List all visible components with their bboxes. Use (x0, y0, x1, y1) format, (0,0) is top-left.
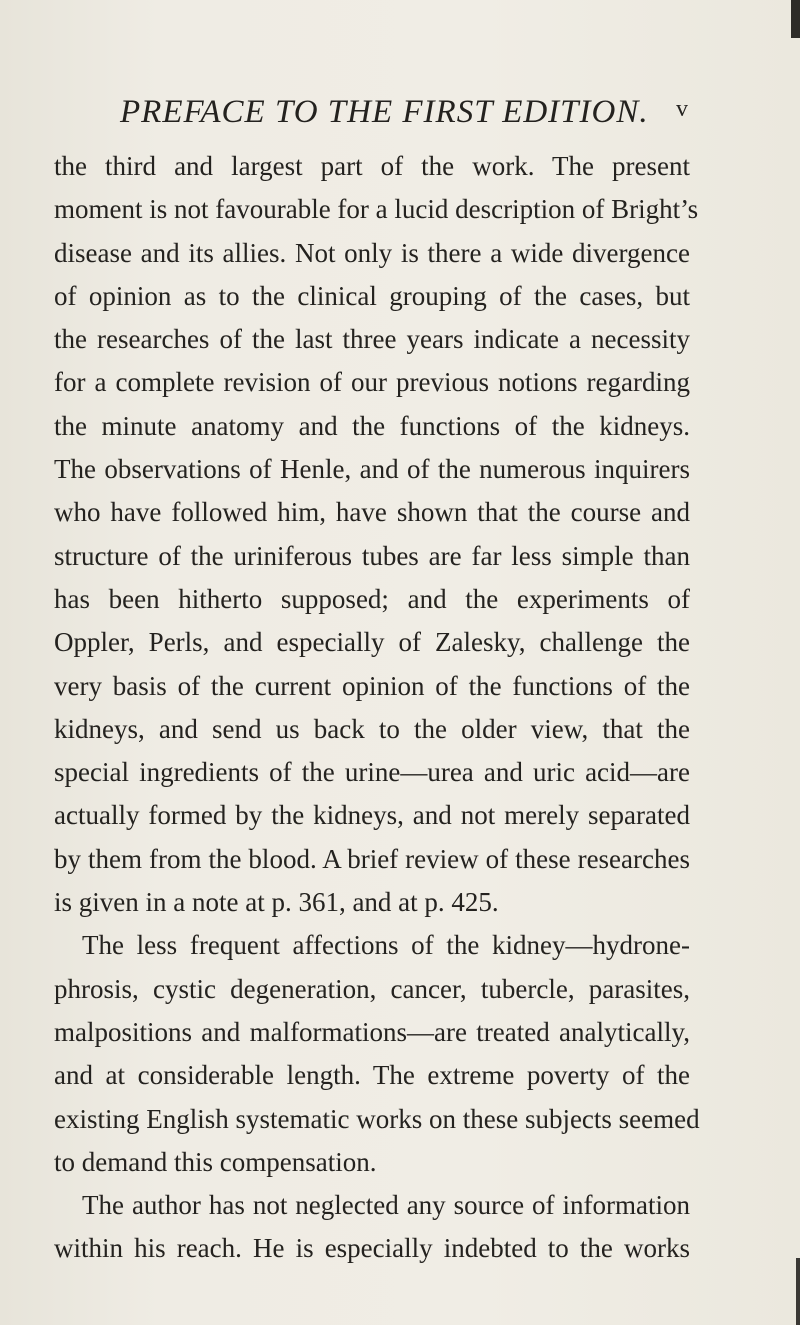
text-line: the third and largest part of the work. The present (54, 151, 690, 181)
body-text (54, 145, 700, 1271)
text-line: actually formed by the kidneys, and not merely separated (54, 800, 690, 831)
text-line: to demand this compensation. (54, 1146, 377, 1177)
text-line: The less frequent affections of the kidney—hydrone- (82, 930, 690, 961)
text-line: the minute anatomy and the functions of the kidneys. (54, 410, 690, 441)
text-line: for a complete revision of our previous notions regarding (54, 367, 690, 398)
text-line: special ingredients of the urine—urea and uric acid—are (54, 757, 690, 788)
text-line: is given in a note at p. 361, and at p. 425. (54, 887, 499, 918)
text-line: The author has not neglected any source of information (82, 1190, 690, 1221)
text-line: moment is not favourable for a lucid description of Bright’s (54, 194, 699, 225)
text-line: kidneys, and send us back to the older view, that the (54, 713, 690, 744)
text-line: The observations of Henle, and of the numerous inquirers (54, 454, 690, 485)
text-line: very basis of the current opinion of the functions of the (54, 670, 690, 701)
text-line: has been hitherto supposed; and the experiments of (54, 583, 690, 614)
text-line: structure of the uriniferous tubes are far less simple than (54, 540, 690, 571)
text-line: phrosis, cystic degeneration, cancer, tubercle, parasites, (54, 973, 690, 1004)
page-edge-shadow-bottom (796, 1258, 800, 1325)
text-line: by them from the blood. A brief review of these researches (54, 843, 690, 874)
page-number: v (676, 96, 688, 122)
text-line: Oppler, Perls, and especially of Zalesky, challenge the (54, 627, 690, 658)
text-line: disease and its allies. Not only is there a wide divergence (54, 237, 690, 268)
text-line: and at considerable length. The extreme poverty of the (54, 1060, 690, 1091)
running-title: PREFACE TO THE FIRST EDITION. (120, 94, 649, 130)
running-head (0, 94, 800, 134)
page-edge-shadow-top (791, 0, 800, 38)
text-line: the researches of the last three years indicate a necessity (54, 324, 690, 355)
text-line: who have followed him, have shown that the course and (54, 497, 690, 528)
text-line: existing English systematic works on these subjects seemed (54, 1103, 700, 1134)
text-line: of opinion as to the clinical grouping of the cases, but (54, 280, 690, 311)
text-line: malpositions and malformations—are treated analytically, (54, 1016, 690, 1047)
text-line: within his reach. He is especially indebted to the works (54, 1233, 690, 1264)
